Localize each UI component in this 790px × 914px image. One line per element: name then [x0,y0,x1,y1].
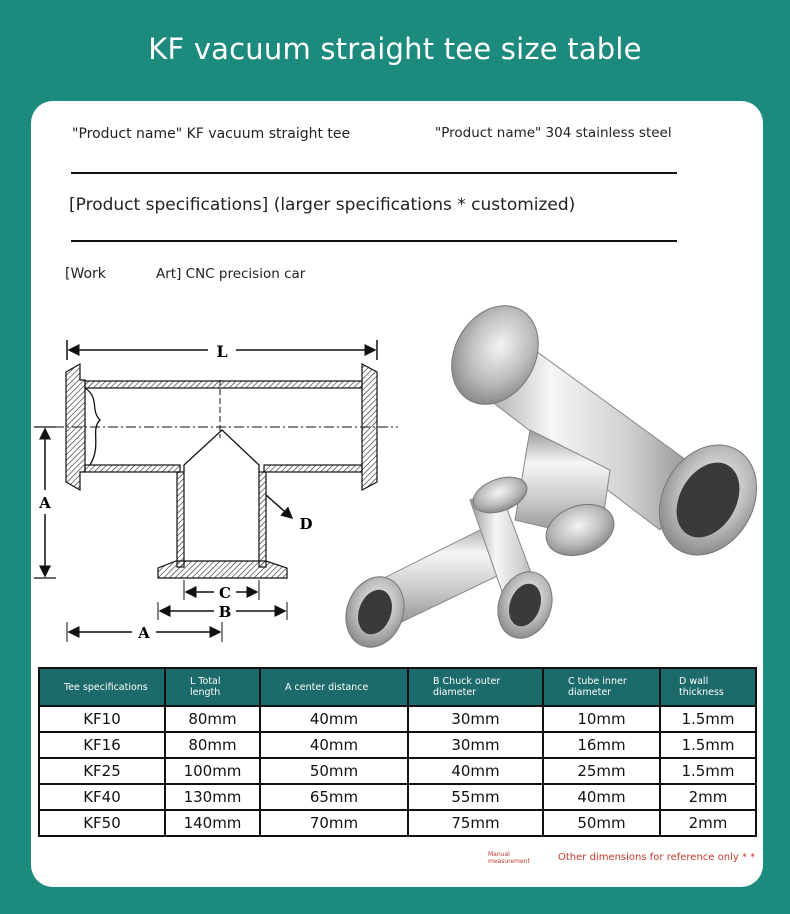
column-header: B Chuck outer diameter [408,668,543,706]
table-cell: 100mm [165,758,260,784]
dimension-a-vertical-label: A [39,494,51,512]
work-label: [Work [65,266,106,282]
product-specifications: [Product specifications] (larger specifications * customized) [69,195,576,215]
column-header: A center distance [260,668,408,706]
table-row [39,706,756,732]
dimension-d-label: D [299,515,313,533]
table-cell: 140mm [165,810,260,836]
table-cell: KF50 [39,810,165,836]
table-cell: KF25 [39,758,165,784]
reference-note: Other dimensions for reference only * * [558,852,756,863]
table-cell: 55mm [408,784,543,810]
table-cell: 1.5mm [660,706,756,732]
product-name-label: "Product name" KF vacuum straight tee [72,126,351,142]
table-cell: 40mm [408,758,543,784]
table-cell: 40mm [260,706,408,732]
table-cell: 80mm [165,732,260,758]
dimension-c-label: C [219,584,231,602]
table-row [39,784,756,810]
work-value: Art] CNC precision car [156,266,306,282]
column-header: Tee specifications [39,668,165,706]
table-cell: 80mm [165,706,260,732]
dimension-b-label: B [218,603,232,621]
table-cell: 30mm [408,732,543,758]
table-cell: 25mm [543,758,660,784]
table-cell: 50mm [260,758,408,784]
table-cell: 1.5mm [660,732,756,758]
table-cell: KF10 [39,706,165,732]
manual-measurement-note: Manual measurement [488,851,530,865]
material-label: "Product name" 304 stainless steel [435,125,672,141]
table-cell: KF40 [39,784,165,810]
column-header: D wall thickness [660,668,756,706]
column-header: C tube inner diameter [543,668,660,706]
table-row [39,732,756,758]
table-cell: 1.5mm [660,758,756,784]
table-cell: 40mm [543,784,660,810]
dimension-l-label: L [216,342,228,361]
table-cell: 10mm [543,706,660,732]
table-cell: KF16 [39,732,165,758]
table-cell: 16mm [543,732,660,758]
table-cell: 70mm [260,810,408,836]
table-cell: 2mm [660,784,756,810]
table-cell: 30mm [408,706,543,732]
table-row [39,758,756,784]
table-cell: 2mm [660,810,756,836]
table-cell: 65mm [260,784,408,810]
table-header-row [39,668,756,706]
table-cell: 75mm [408,810,543,836]
dimension-a-horizontal-label: A [138,624,150,642]
table-row [39,810,756,836]
size-table [38,667,757,837]
column-header: L Total length [165,668,260,706]
table-cell: 40mm [260,732,408,758]
table-cell: 130mm [165,784,260,810]
table-cell: 50mm [543,810,660,836]
page-title: KF vacuum straight tee size table [148,32,642,66]
